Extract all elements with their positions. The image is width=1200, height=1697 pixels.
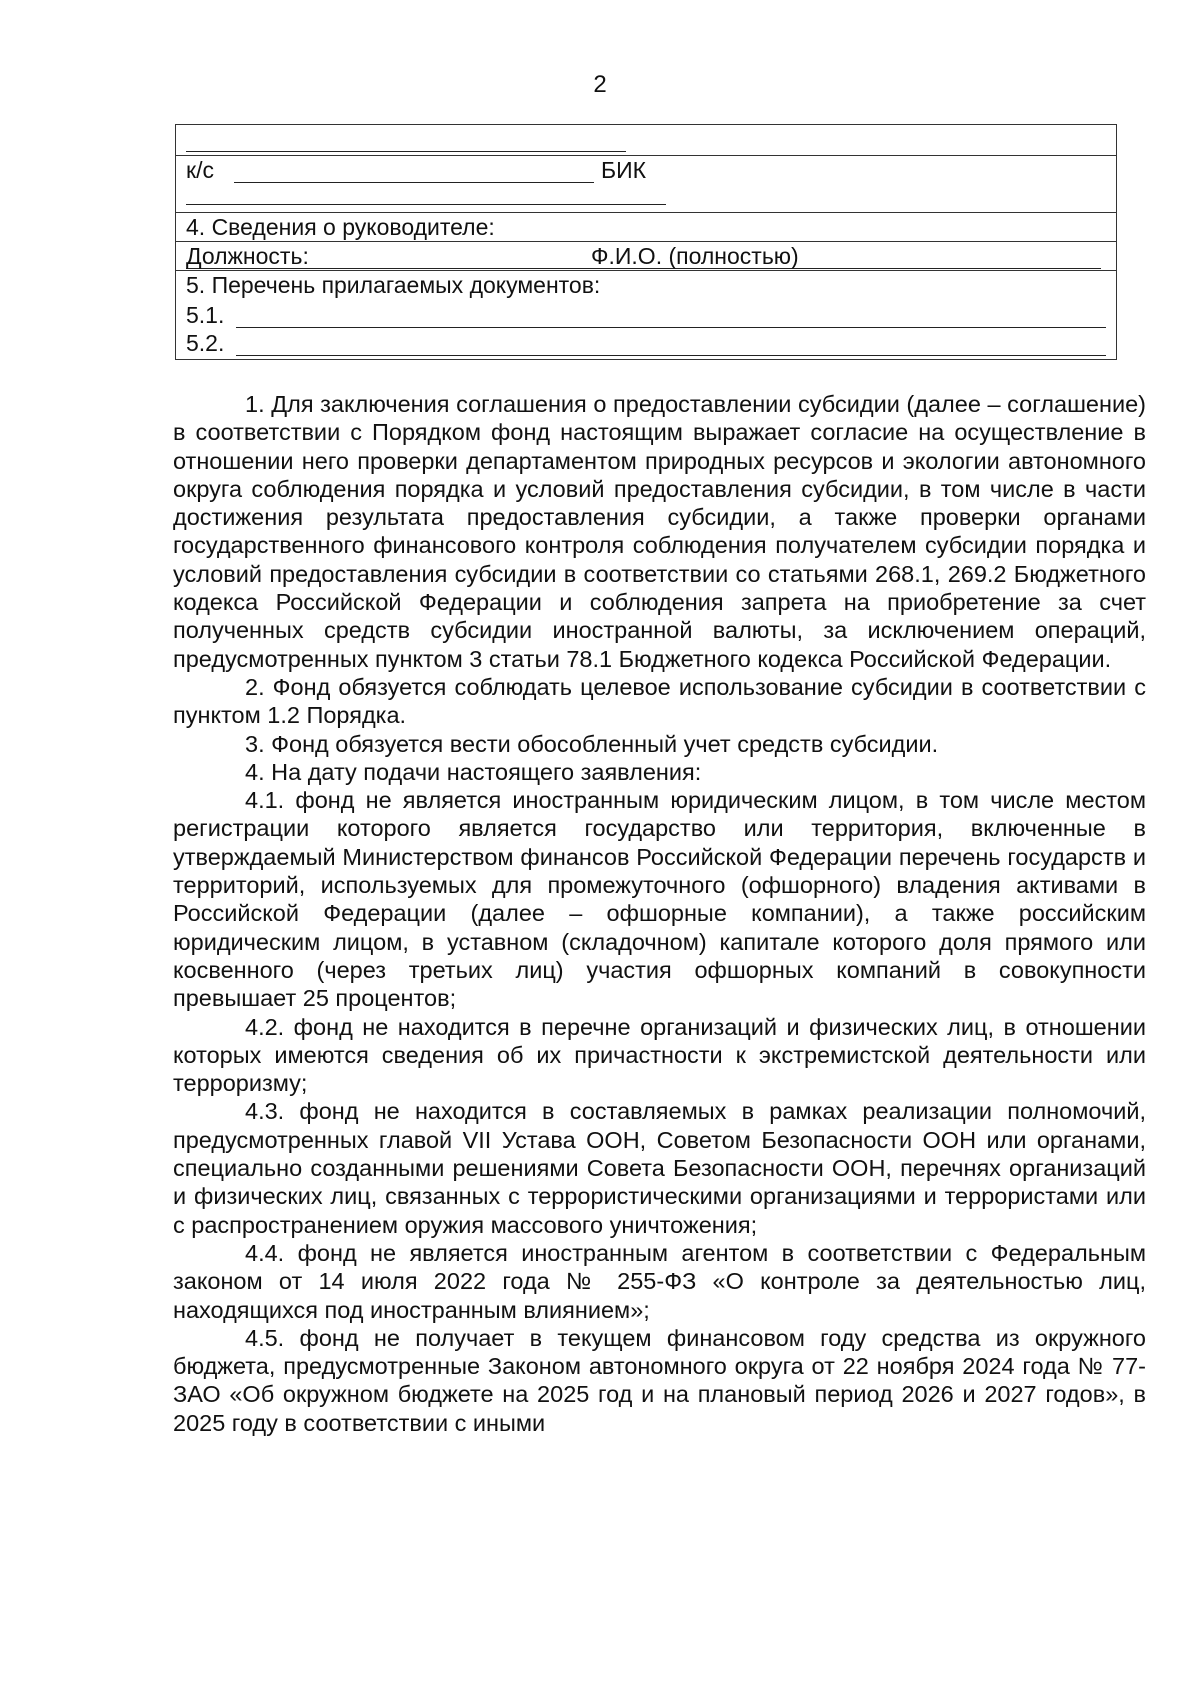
ks-field-line bbox=[234, 160, 594, 183]
paragraph-4-2: 4.2. фонд не находится в перечне организаций и физических лиц, в отношении которых имеются сведения об их причастности к экстремистской деятельности или терроризму; bbox=[173, 1013, 1146, 1097]
doc2-field-line bbox=[236, 333, 1106, 356]
correspondent-account-row bbox=[176, 155, 1116, 212]
paragraph-4-1: 4.1. фонд не является иностранным юридическим лицом, в том числе местом регистрации которого является государство или территория, включенные в утверждаемый Министерством финансов Российской Федерации перечень государств и территорий, используемых для промежуточного (офшорного) владения активами в Российской Федерации (далее – офшорные компании), а также российским юридическим лицом, в уставном (складочном) капитале которого доля прямого или косвенного (через третьих лиц) участия офшорных компаний в совокупности превышает 25 процентов; bbox=[173, 787, 1146, 1012]
paragraph-4-4: 4.4. фонд не является иностранным агентом в соответствии с Федеральным законом от 14 июля 2022 года № 255-ФЗ «О контроле за деятельностью лиц, находящихся под иностранным влиянием»; bbox=[173, 1239, 1146, 1323]
head-info-title-row bbox=[176, 212, 1116, 241]
bik-field-line bbox=[186, 182, 666, 205]
paragraph-4-5: 4.5. фонд не получает в текущем финансовом году средства из окружного бюджета, предусмотренные Законом автономного округа от 22 ноября 2024 года № 77-ЗАО «Об окружном бюджете на 2025 год и на плановый период 2026 и 2027 годов», в 2025 году в соответствии с иными bbox=[173, 1324, 1146, 1436]
doc1-label: 5.1. bbox=[186, 302, 225, 328]
paragraph-4: 4. На дату подачи настоящего заявления: bbox=[245, 758, 702, 785]
page-number: 2 bbox=[593, 71, 607, 98]
doc1-field-line bbox=[236, 305, 1106, 328]
fio-label: Ф.И.О. (полностью) bbox=[591, 243, 799, 269]
ks-label: к/с bbox=[186, 157, 214, 183]
head-position-row bbox=[176, 241, 1116, 270]
doc2-label: 5.2. bbox=[186, 330, 225, 356]
account-blank-row bbox=[176, 125, 1116, 155]
application-body bbox=[173, 390, 1146, 1437]
applicant-details-table bbox=[175, 124, 1117, 360]
paragraph-2: 2. Фонд обязуется соблюдать целевое использование субсидии в соответствии с пунктом 1.2 Порядка. bbox=[173, 673, 1146, 729]
paragraph-4-3: 4.3. фонд не находится в составляемых в рамках реализации полномочий, предусмотренных главой VII Устава ООН, Советом Безопасности ООН или органами, специально созданными решениями Совета Безопасности ООН, перечнях организаций и физических лиц, связанных с террористическими организациями и террористами или с распространением оружия массового уничтожения; bbox=[173, 1098, 1146, 1238]
account-number-line bbox=[186, 129, 626, 152]
position-label: Должность: bbox=[186, 243, 309, 269]
paragraph-1: 1. Для заключения соглашения о предоставлении субсидии (далее – соглашение) в соответствии с Порядком фонд настоящим выражает согласие на осуществление в отношении него проверки департаментом природных ресурсов и экологии автономного округа соблюдения порядка и условий предоставления субсидии, в том числе в части достижения результата предоставления субсидии, а также проверки органами государственного финансового контроля соблюдения получателем субсидии порядка и условий предоставления субсидии в соответствии со статьями 268.1, 269.2 Бюджетного кодекса Российской Федерации и соблюдения запрета на приобретение за счет полученных средств субсидии иностранной валюты, за исключением операций, предусмотренных пунктом 3 статьи 78.1 Бюджетного кодекса Российской Федерации. bbox=[173, 391, 1146, 672]
docs-title: 5. Перечень прилагаемых документов: bbox=[186, 272, 601, 298]
paragraph-3: 3. Фонд обязуется вести обособленный учет средств субсидии. bbox=[245, 730, 939, 757]
bik-label: БИК bbox=[601, 157, 647, 183]
attached-docs-row bbox=[176, 270, 1116, 359]
head-info-title: 4. Сведения о руководителе: bbox=[186, 214, 495, 240]
